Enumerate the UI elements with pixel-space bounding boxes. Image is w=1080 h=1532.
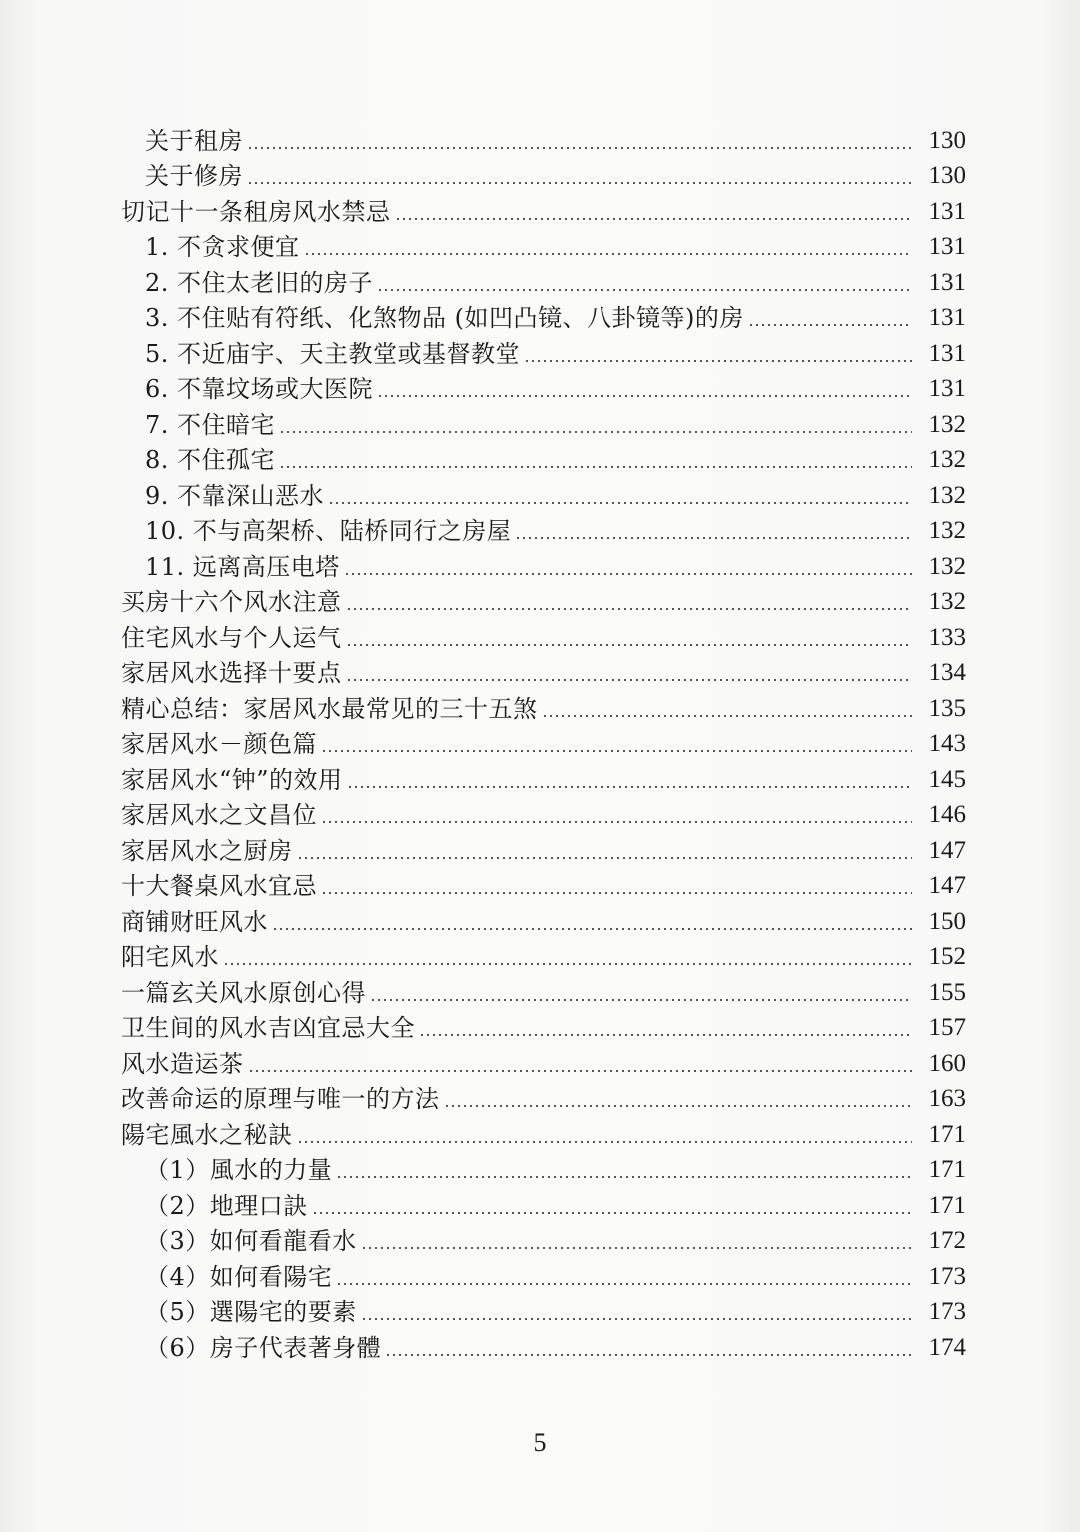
toc-entry-title: 家居风水之文昌位 [121, 801, 317, 829]
toc-entry-title: 家居风水选择十要点 [121, 659, 342, 687]
toc-entry [0, 1185, 1080, 1221]
toc-dot-leader [361, 1318, 912, 1320]
toc-entry-page: 173 [928, 1262, 966, 1290]
toc-dot-leader [279, 431, 912, 433]
toc-entry-page: 130 [928, 126, 966, 154]
toc-entry-title: 5. 不近庙宇、天主教堂或基督教堂 [145, 339, 521, 368]
toc-dot-leader [347, 786, 912, 788]
toc-entry-page: 133 [928, 623, 966, 651]
toc-entry-title: 一篇玄关风水原创心得 [121, 978, 366, 1007]
toc-entry [0, 937, 1080, 973]
toc-entry [0, 1043, 1080, 1079]
toc-entry-page: 157 [928, 1014, 966, 1041]
toc-dot-leader [346, 644, 913, 646]
toc-entry-title: 住宅风水与个人运气 [121, 623, 342, 652]
toc-entry-page: 145 [928, 765, 966, 793]
toc-entry-title: （6）房子代表著身體 [145, 1333, 382, 1362]
toc-dot-leader [377, 289, 912, 291]
toc-entry-title: 改善命运的原理与唯一的方法 [121, 1085, 440, 1113]
toc-dot-leader [247, 182, 912, 184]
toc-entry-page: 147 [928, 836, 966, 864]
page-number: 5 [533, 1428, 547, 1457]
table-of-contents [0, 120, 1080, 1363]
toc-entry-page: 163 [928, 1085, 966, 1112]
toc-entry-page: 130 [928, 162, 966, 189]
toc-entry [0, 1008, 1080, 1044]
toc-entry [0, 1327, 1080, 1363]
toc-entry [0, 830, 1080, 866]
toc-entry-title: 切记十一条租房风水禁忌 [121, 197, 391, 226]
toc-entry [0, 1292, 1080, 1328]
toc-entry [0, 866, 1080, 902]
toc-entry-title: 2. 不住太老旧的房子 [145, 268, 374, 297]
toc-entry [0, 298, 1080, 334]
toc-dot-leader [542, 715, 913, 717]
toc-dot-leader [297, 1141, 913, 1143]
toc-dot-leader [748, 324, 912, 326]
toc-entry-page: 174 [928, 1333, 966, 1361]
toc-dot-leader [385, 1354, 912, 1356]
toc-dot-leader [346, 679, 913, 681]
toc-entry-title: 风水造运茶 [121, 1049, 244, 1078]
toc-entry-page: 143 [928, 730, 966, 757]
toc-dot-leader [312, 1212, 912, 1214]
toc-entry [0, 191, 1080, 227]
toc-dot-leader [395, 218, 913, 220]
toc-entry-title: 3. 不住贴有符纸、化煞物品 (如凹凸镜、八卦镜等)的房 [145, 304, 744, 332]
toc-dot-leader [361, 1247, 912, 1249]
toc-entry-page: 132 [928, 588, 966, 615]
toc-dot-leader [272, 928, 912, 930]
toc-entry-page: 131 [928, 233, 966, 260]
toc-dot-leader [247, 147, 912, 149]
toc-dot-leader [248, 1070, 913, 1072]
toc-dot-leader [336, 1283, 912, 1285]
toc-entry-page: 132 [928, 517, 966, 544]
toc-entry-title: 9. 不靠深山恶水 [145, 481, 325, 510]
toc-dot-leader [444, 1105, 913, 1107]
toc-dot-leader [304, 253, 912, 255]
toc-entry [0, 156, 1080, 192]
toc-entry-title: 1. 不贪求便宜 [145, 233, 300, 261]
toc-entry [0, 1114, 1080, 1150]
toc-entry-page: 132 [928, 410, 966, 438]
toc-entry [0, 1079, 1080, 1115]
toc-entry-page: 134 [928, 659, 966, 686]
toc-dot-leader [321, 750, 912, 752]
toc-entry [0, 688, 1080, 724]
toc-dot-leader [328, 502, 912, 504]
toc-entry-title: 8. 不住孤宅 [145, 446, 276, 474]
toc-entry-title: 家居风水“钟”的效用 [121, 765, 343, 794]
toc-entry-page: 131 [928, 339, 966, 367]
toc-entry [0, 333, 1080, 369]
toc-entry-title: 6. 不靠坟场或大医院 [145, 375, 374, 403]
toc-entry-page: 171 [928, 1156, 966, 1183]
toc-entry-title: 7. 不住暗宅 [145, 410, 276, 439]
toc-entry-page: 132 [928, 446, 966, 473]
toc-entry-page: 152 [928, 943, 966, 970]
toc-entry-title: 买房十六个风水注意 [121, 588, 342, 616]
toc-entry [0, 120, 1080, 156]
toc-entry [0, 901, 1080, 937]
toc-dot-leader [336, 1176, 912, 1178]
toc-entry [0, 1256, 1080, 1292]
toc-entry [0, 227, 1080, 263]
toc-dot-leader [321, 892, 912, 894]
toc-entry-title: 十大餐桌风水宜忌 [121, 872, 317, 900]
toc-entry-title: 家居风水之厨房 [121, 836, 293, 865]
toc-entry [0, 653, 1080, 689]
toc-dot-leader [370, 999, 912, 1001]
toc-entry [0, 511, 1080, 547]
toc-dot-leader [419, 1034, 912, 1036]
toc-entry-title: 关于租房 [145, 126, 243, 155]
toc-entry [0, 795, 1080, 831]
toc-entry [0, 440, 1080, 476]
toc-entry-title: 家居风水－颜色篇 [121, 730, 317, 758]
toc-entry-title: （3）如何看龍看水 [145, 1227, 357, 1255]
toc-dot-leader [524, 360, 912, 362]
toc-entry-page: 147 [928, 872, 966, 899]
toc-entry-page: 155 [928, 978, 966, 1006]
toc-entry [0, 582, 1080, 618]
toc-entry-title: （1）風水的力量 [145, 1156, 333, 1184]
toc-entry-page: 172 [928, 1227, 966, 1254]
toc-dot-leader [344, 573, 912, 575]
toc-entry-title: 商铺财旺风水 [121, 907, 268, 936]
toc-entry-title: 精心总结：家居风水最常见的三十五煞 [121, 694, 538, 723]
toc-entry [0, 1150, 1080, 1186]
toc-entry [0, 404, 1080, 440]
toc-entry [0, 617, 1080, 653]
toc-entry [0, 475, 1080, 511]
toc-entry [0, 262, 1080, 298]
toc-dot-leader [515, 537, 912, 539]
toc-entry [0, 759, 1080, 795]
toc-dot-leader [377, 395, 912, 397]
toc-entry [0, 972, 1080, 1008]
toc-entry-page: 131 [928, 304, 966, 331]
toc-entry [0, 369, 1080, 405]
toc-dot-leader [223, 963, 912, 965]
toc-entry-page: 160 [928, 1049, 966, 1077]
toc-entry-page: 171 [928, 1120, 966, 1148]
toc-entry-page: 146 [928, 801, 966, 828]
toc-entry-page: 135 [928, 694, 966, 722]
toc-dot-leader [321, 821, 912, 823]
toc-entry-page: 131 [928, 197, 966, 225]
toc-entry [0, 546, 1080, 582]
toc-entry-title: 陽宅風水之秘訣 [121, 1120, 293, 1149]
toc-entry-page: 173 [928, 1298, 966, 1325]
toc-dot-leader [346, 608, 913, 610]
toc-entry-title: （4）如何看陽宅 [145, 1262, 333, 1291]
toc-entry-title: 阳宅风水 [121, 943, 219, 971]
toc-entry-title: （2）地理口訣 [145, 1191, 308, 1220]
toc-entry-page: 150 [928, 907, 966, 935]
toc-entry [0, 1221, 1080, 1257]
toc-dot-leader [297, 857, 913, 859]
toc-entry-title: 卫生间的风水吉凶宜忌大全 [121, 1014, 415, 1042]
toc-entry-title: 11. 远离高压电塔 [145, 552, 340, 581]
toc-dot-leader [279, 466, 912, 468]
toc-entry-title: 10. 不与高架桥、陆桥同行之房屋 [145, 517, 512, 545]
toc-entry [0, 724, 1080, 760]
toc-entry-page: 171 [928, 1191, 966, 1219]
toc-entry-page: 132 [928, 552, 966, 580]
toc-entry-title: 关于修房 [145, 162, 243, 190]
toc-entry-page: 131 [928, 375, 966, 402]
toc-entry-page: 131 [928, 268, 966, 296]
toc-entry-page: 132 [928, 481, 966, 509]
toc-entry-title: （5）選陽宅的要素 [145, 1298, 357, 1326]
